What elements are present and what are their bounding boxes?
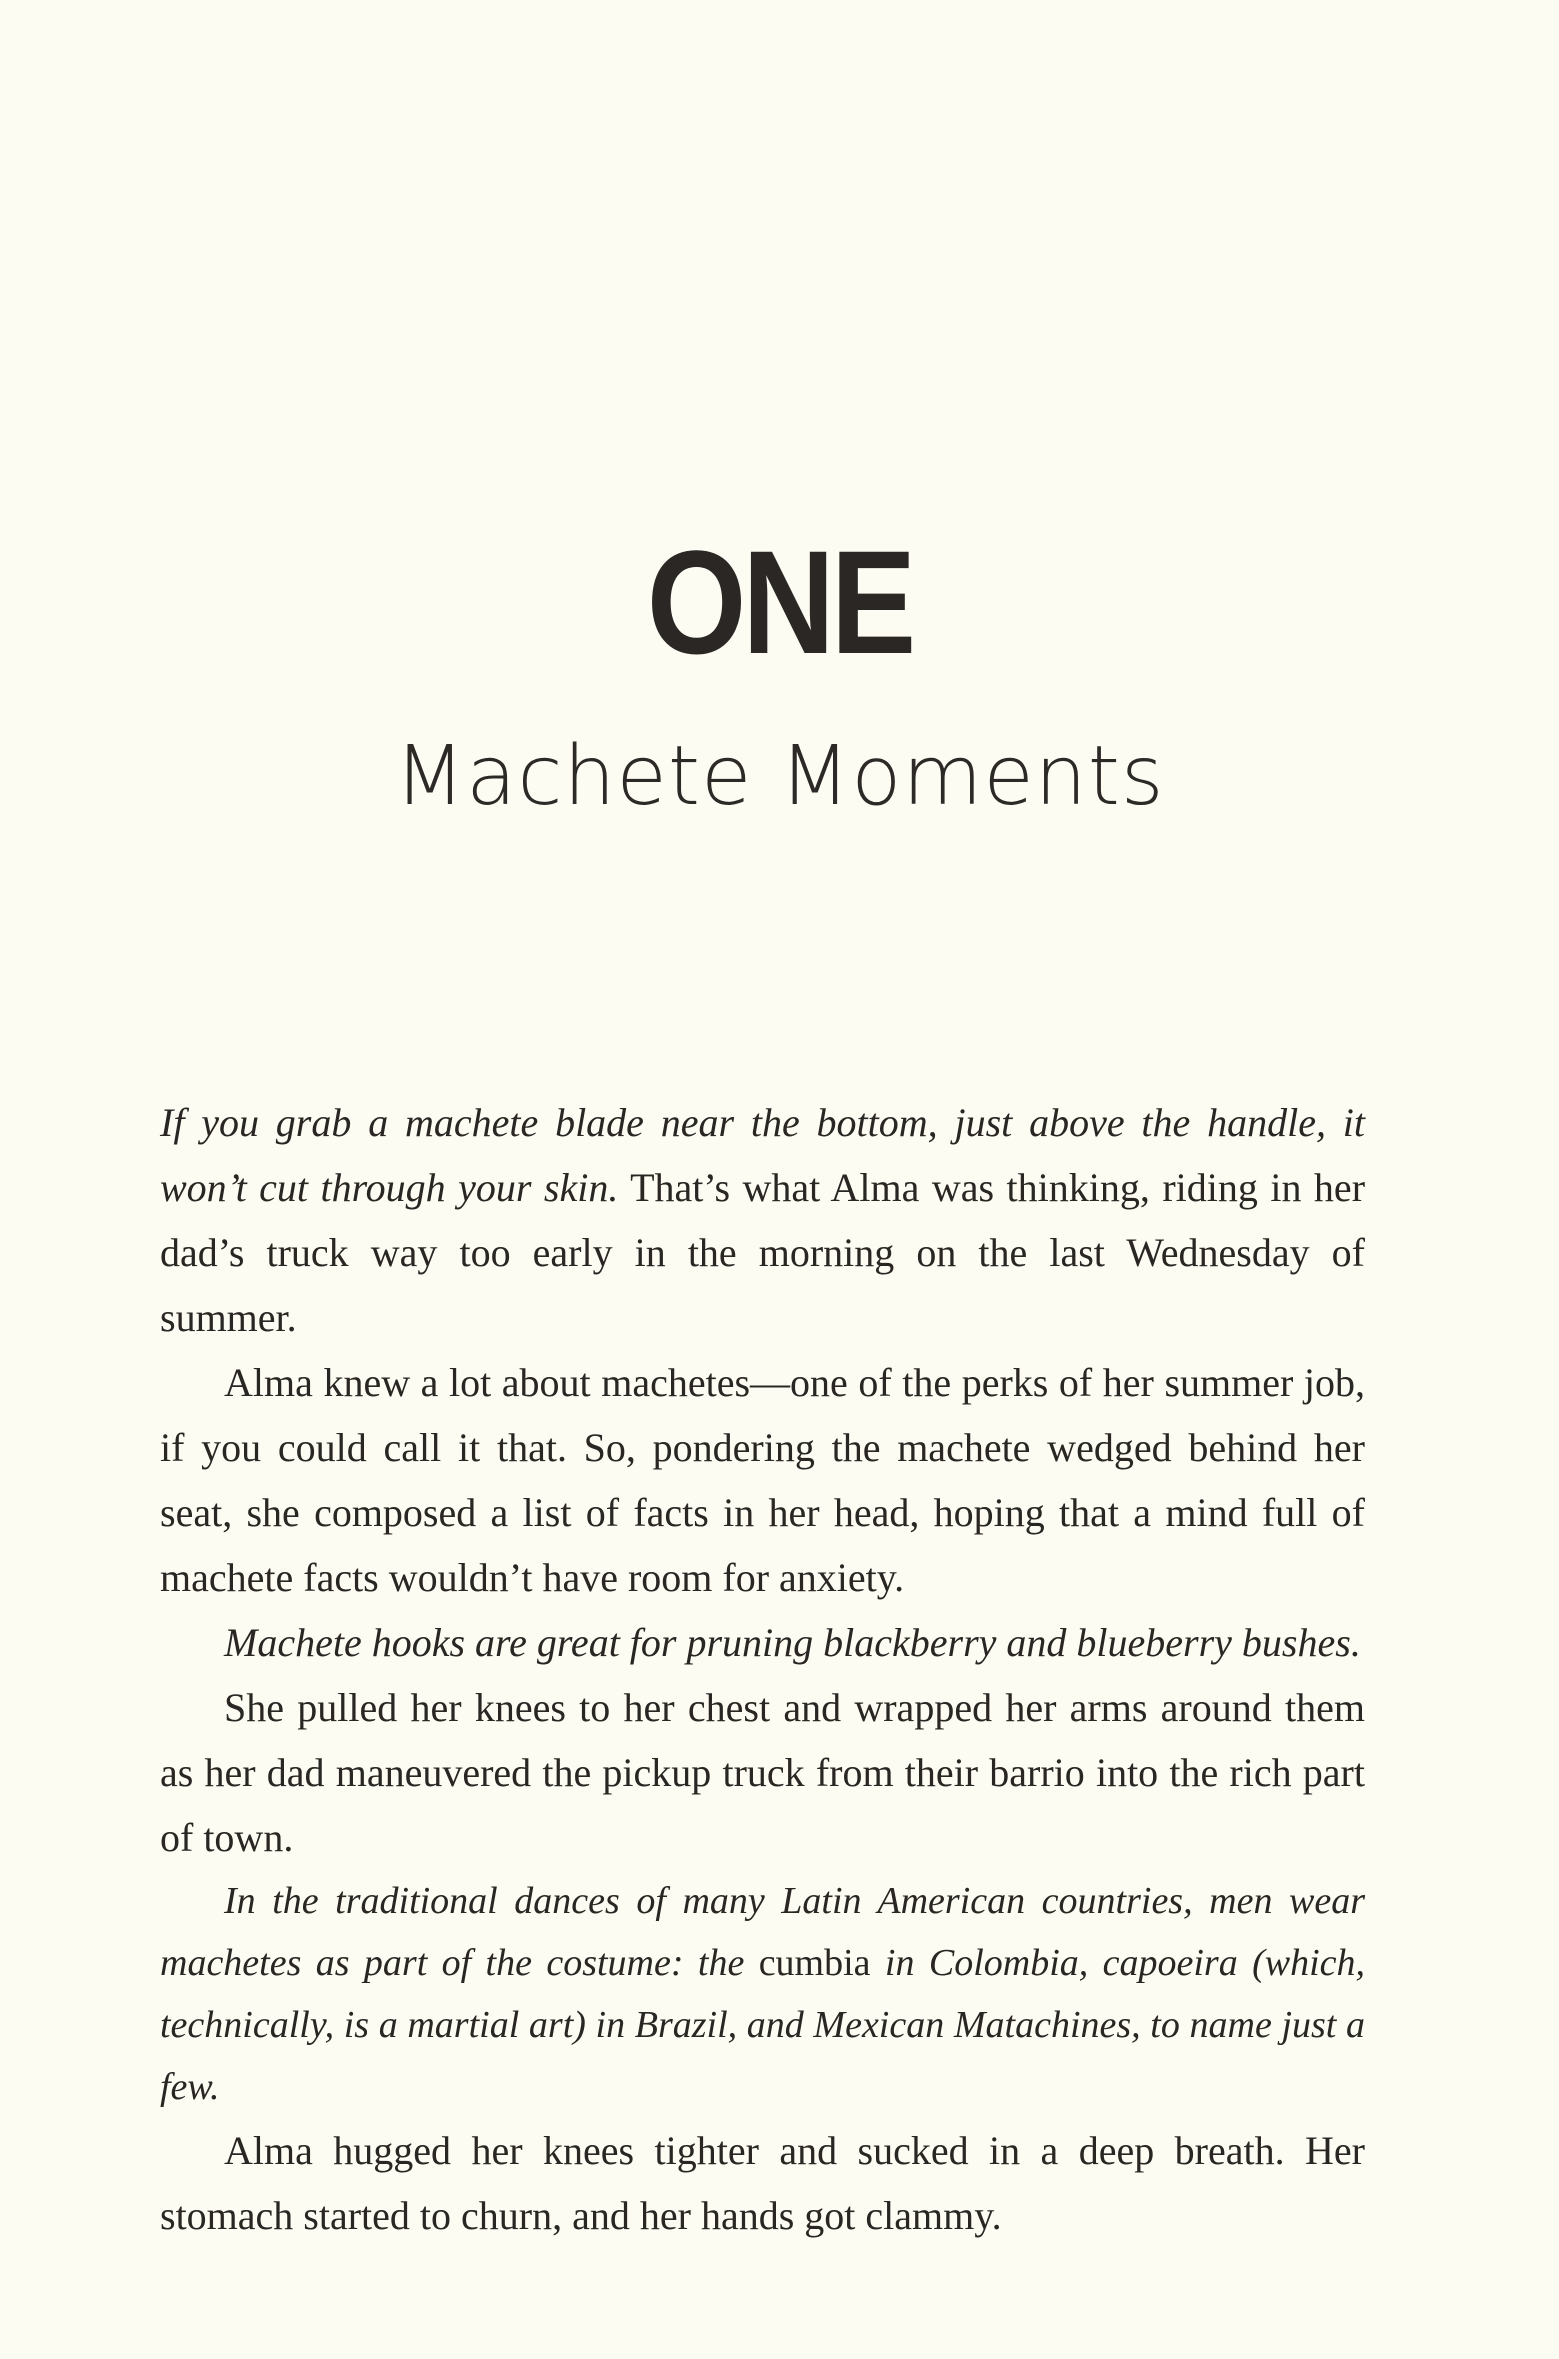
- paragraph-4: She pulled her knees to her chest and wrapped her arms around them as her dad maneuvered the pickup truck from their barrio into the rich part of town.: [160, 1685, 1365, 1860]
- body-text: [160, 1090, 1365, 2248]
- paragraph-5: [160, 1870, 1365, 2118]
- paragraph-1: [160, 1090, 1365, 1350]
- paragraph-5-italic-a: In the traditional dances of many Latin American countries, men wear machetes as part of the costume: the: [160, 1880, 1365, 1984]
- chapter-title: Machete Moments: [394, 729, 1165, 824]
- paragraph-5-roman: cumbia: [758, 1942, 871, 1984]
- paragraph-1-italic: If you grab a machete blade near the bottom, just above the handle, it won’t cut through your skin.: [160, 1100, 1365, 1210]
- paragraph-5-italic-b: in Colombia, capoeira (which, technically, is a martial art) in Brazil, and Mexican Matachines, to name just a few.: [160, 1942, 1365, 2108]
- paragraph-2: Alma knew a lot about machetes—one of the perks of her summer job, if you could call it that. So, pondering the machete wedged behind her seat, she composed a list of facts in her head, hoping that a mind full of machete facts wouldn’t have room for anxiety.: [160, 1360, 1365, 1600]
- paragraph-1-text: That’s what Alma was thinking, riding in her dad’s truck way too early in the morning on the last Wednesday of summer.: [160, 1165, 1366, 1340]
- chapter-number: ONE: [646, 520, 913, 686]
- paragraph-3: Machete hooks are great for pruning blackberry and blueberry bushes.: [224, 1620, 1361, 1665]
- paragraph-6: Alma hugged her knees tighter and sucked in a deep breath. Her stomach started to churn, and her hands got clammy.: [160, 2128, 1365, 2238]
